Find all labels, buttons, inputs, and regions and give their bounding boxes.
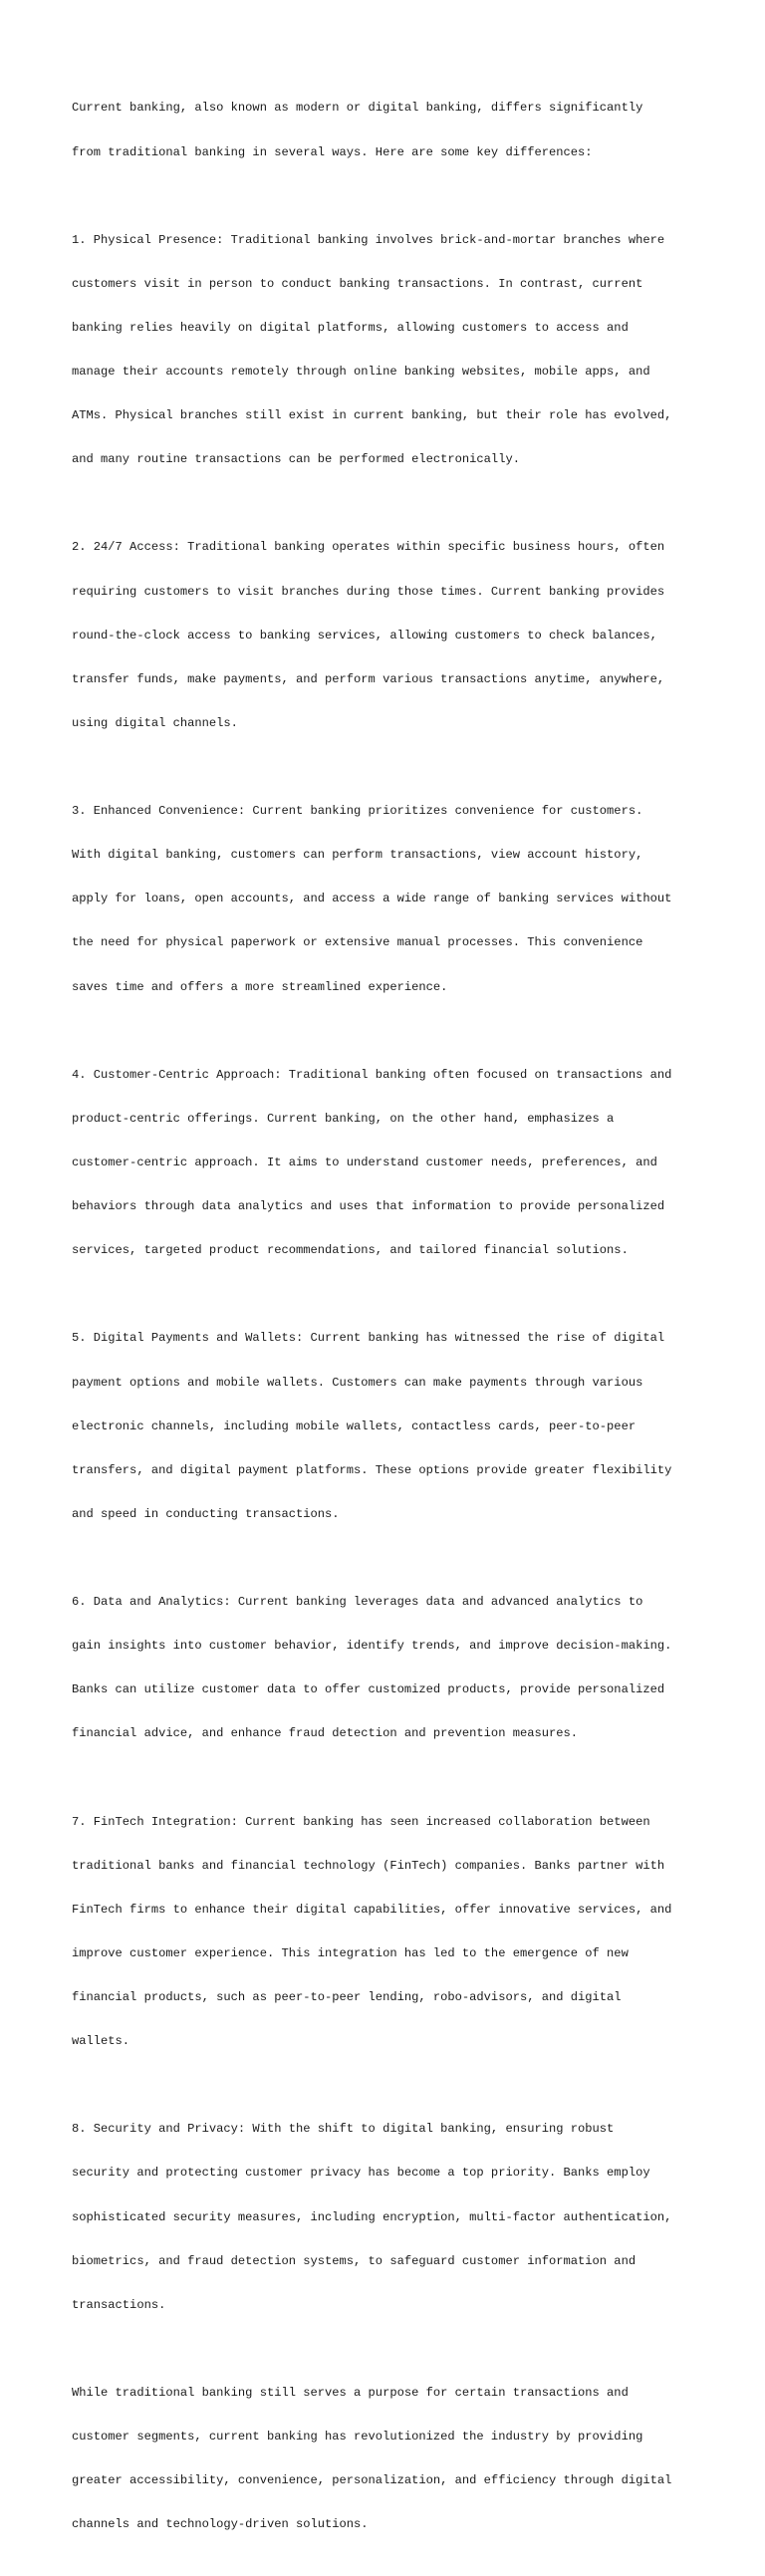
text-line: apply for loans, open accounts, and access a wide range of banking services without [72,892,672,906]
text-line: customers visit in person to conduct banking transactions. In contrast, current [72,276,643,291]
text-line: 3. Enhanced Convenience: Current banking prioritizes convenience for customers. [72,804,643,819]
text-line: transfers, and digital payment platforms. These options provide greater flexibility [72,1462,672,1477]
text-line: gain insights into customer behavior, identify trends, and improve decision-making. [72,1639,672,1654]
text-line: security and protecting customer privacy has become a top priority. Banks employ [72,2166,650,2181]
text-line: 4. Customer-Centric Approach: Traditional banking often focused on transactions and [72,1067,672,1082]
text-line: Banks can utilize customer data to offer customized products, provide personalized [72,1682,665,1697]
text-line: and speed in conducting transactions. [72,1506,340,1521]
text-line: ATMs. Physical branches still exist in current banking, but their role has evolved, [72,408,672,423]
data-analytics-paragraph [72,1566,709,1771]
text-line: 5. Digital Payments and Wallets: Current banking has witnessed the rise of digital [72,1331,665,1346]
text-line: Current banking, also known as modern or digital banking, differs significantly [72,101,643,116]
text-line: 8. Security and Privacy: With the shift to digital banking, ensuring robust [72,2122,615,2137]
intro-paragraph [72,72,709,189]
text-line: electronic channels, including mobile wallets, contactless cards, peer-to-peer [72,1418,637,1433]
text-line: manage their accounts remotely through online banking websites, mobile apps, and [72,365,650,380]
text-line: improve customer experience. This integration has led to the emergence of new [72,1945,629,1960]
access-paragraph [72,511,709,760]
text-line: financial products, such as peer-to-peer lending, robo-advisors, and digital [72,1990,622,2004]
digital-payments-paragraph [72,1302,709,1551]
text-line: round-the-clock access to banking services, allowing customers to check balances, [72,628,657,643]
physical-presence-paragraph [72,203,709,496]
security-paragraph [72,2093,709,2342]
text-line: behaviors through data analytics and uses that information to provide personalized [72,1199,665,1214]
text-line: 1. Physical Presence: Traditional banking involves brick-and-mortar branches where [72,232,665,247]
text-line: channels and technology-driven solutions. [72,2517,369,2532]
text-line: payment options and mobile wallets. Customers can make payments through various [72,1375,643,1390]
text-line: sophisticated security measures, including encryption, multi-factor authentication, [72,2209,672,2224]
fintech-paragraph [72,1785,709,2078]
text-line: greater accessibility, convenience, personalization, and efficiency through digital [72,2473,672,2488]
customer-centric-paragraph [72,1038,709,1287]
text-line: 2. 24/7 Access: Traditional banking operates within specific business hours, often [72,540,665,555]
text-line: With digital banking, customers can perform transactions, view account history, [72,848,643,863]
text-line: customer-centric approach. It aims to understand customer needs, preferences, and [72,1155,657,1169]
convenience-paragraph [72,775,709,1024]
text-line: 7. FinTech Integration: Current banking has seen increased collaboration between [72,1814,650,1829]
text-line: traditional banks and financial technology (FinTech) companies. Banks partner with [72,1858,665,1873]
text-line: wallets. [72,2034,130,2049]
text-line: the need for physical paperwork or extensive manual processes. This convenience [72,935,643,950]
conclusion-paragraph [72,2357,709,2562]
text-line: requiring customers to visit branches during those times. Current banking provides [72,584,665,599]
text-line: services, targeted product recommendations, and tailored financial solutions. [72,1243,629,1258]
text-line: financial advice, and enhance fraud detection and prevention measures. [72,1726,579,1741]
text-line: FinTech firms to enhance their digital capabilities, offer innovative services, and [72,1902,672,1917]
text-line: from traditional banking in several ways. Here are some key differences: [72,144,593,159]
text-line: 6. Data and Analytics: Current banking leverages data and advanced analytics to [72,1595,643,1610]
text-line: While traditional banking still serves a purpose for certain transactions and [72,2385,629,2400]
text-line: customer segments, current banking has revolutionized the industry by providing [72,2430,643,2445]
text-line: and many routine transactions can be performed electronically. [72,452,520,467]
text-line: using digital channels. [72,715,238,730]
text-line: biometrics, and fraud detection systems, to safeguard customer information and [72,2253,637,2268]
text-line: transactions. [72,2297,166,2312]
text-line: saves time and offers a more streamlined experience. [72,979,448,994]
text-line: banking relies heavily on digital platforms, allowing customers to access and [72,320,629,335]
text-line: transfer funds, make payments, and perform various transactions anytime, anywhere, [72,671,665,686]
document-page [72,72,709,2576]
text-line: product-centric offerings. Current banking, on the other hand, emphasizes a [72,1111,615,1126]
